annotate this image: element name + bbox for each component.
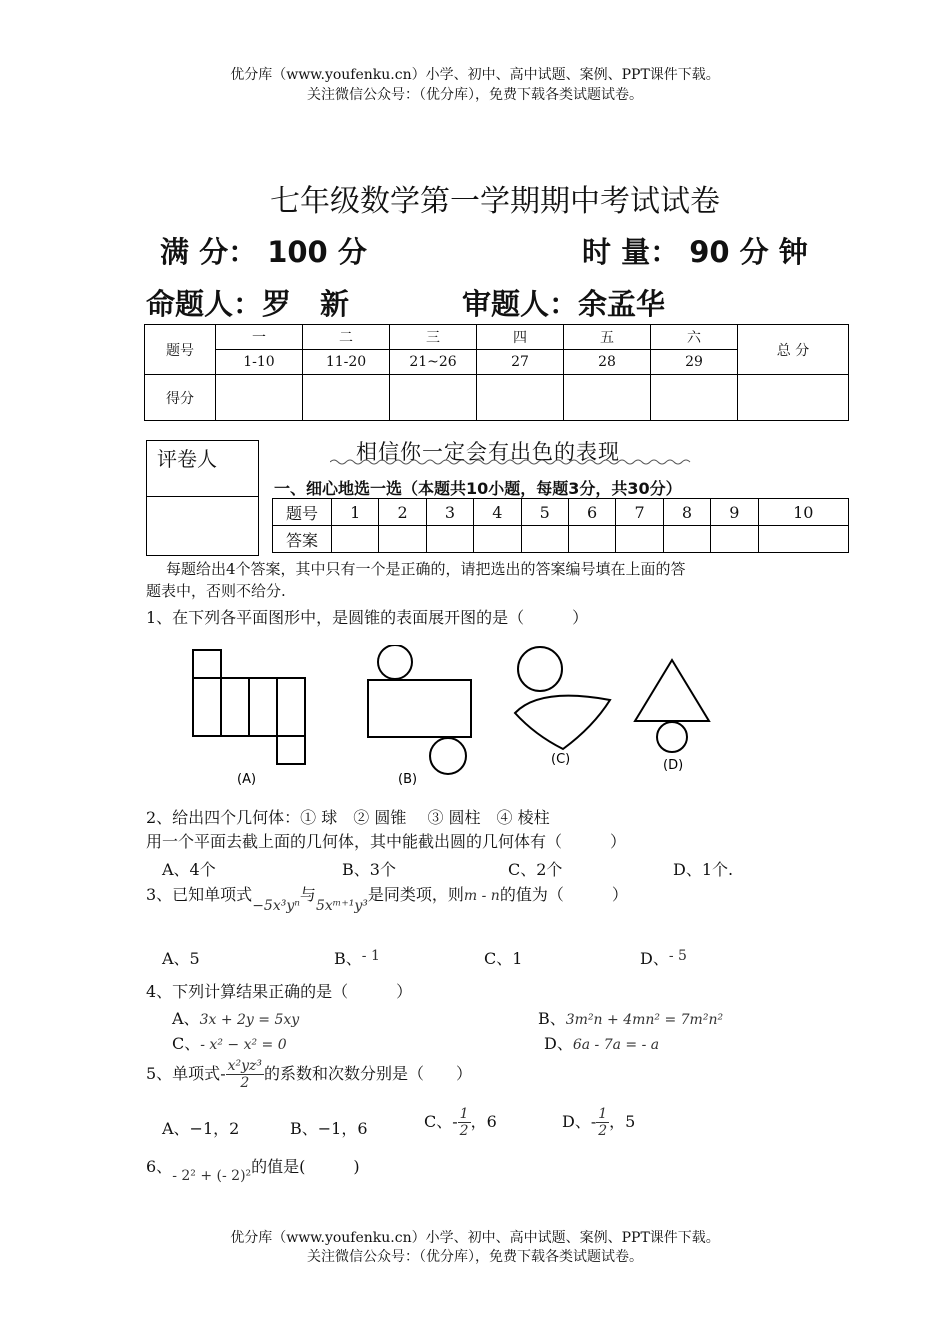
figure-a-net [193,650,305,764]
answer-number: 4 [474,499,521,526]
score-cell[interactable] [477,375,564,421]
instruction-line-2: 题表中，否则不给分. [146,582,286,600]
answer-cell[interactable] [568,526,615,553]
answer-table-tihao: 题号 [273,499,332,526]
figure-label-d: (D) [663,758,684,773]
q4-option-a-label: A、 [172,1009,200,1028]
q4-option-c-math: - x² − x² = 0 [200,1037,287,1053]
q2-option-b: B、3个 [342,860,396,879]
duration: 时 量： 90 分 钟 [582,235,808,269]
answer-cell[interactable] [332,526,379,553]
answer-number: 9 [711,499,758,526]
footer-line-1: 优分库（www.youfenku.cn）小学、初中、高中试题、案例、PPT课件下载。 [230,1230,720,1246]
q3-option-d-value: - 5 [668,948,687,964]
answer-number: 5 [521,499,568,526]
score-table [144,324,849,421]
author: 命题人：罗 新 [146,287,350,321]
q3-monomial-2: 5xᵐ⁺¹y³ [315,898,368,914]
q5-option-b: B、−1，6 [290,1119,368,1138]
question-6 [146,1156,360,1184]
q3-option-b [334,946,380,969]
score-table-tihao: 题号 [145,325,216,375]
section-range: 28 [564,350,651,375]
q3-monomial-1: −5x³yⁿ [252,898,300,914]
section-label: 二 [303,325,390,350]
answer-number: 2 [379,499,426,526]
q5-option-c-fraction [458,1106,471,1139]
answer-table-daan: 答案 [273,526,332,553]
score-cell-total[interactable] [738,375,849,421]
answer-cell[interactable] [711,526,758,553]
answer-number: 1 [332,499,379,526]
q5-prefix: 5、单项式 [146,1064,221,1083]
q1-figures [185,645,745,795]
fraction-denominator: 2 [598,1123,608,1139]
q4-option-d [544,1031,659,1054]
grader-label: 评卷人 [147,441,258,497]
section-label: 四 [477,325,564,350]
q4-option-d-math: 6a - 7a = - a [572,1037,660,1053]
section-range: 11-20 [303,350,390,375]
q2-option-c: C、2个 [508,860,563,879]
answer-cell[interactable] [426,526,473,553]
figure-d-net [635,660,709,752]
answer-cell[interactable] [663,526,710,553]
q5-option-c-label: C、- [424,1112,458,1131]
q5-fraction-denominator: 2 [240,1075,250,1091]
q5-option-c [424,1106,497,1139]
reviewer: 审题人：余孟华 [462,287,666,321]
q3-mid2: 是同类项，则 [367,885,464,904]
q5-fraction-numerator: x²yz³ [227,1058,262,1074]
q5-option-d [562,1106,635,1139]
question-2: 2、给出四个几何体：① 球 ② 圆锥 ③ 圆柱 ④ 棱柱 [146,808,550,827]
q5-option-a: A、−1，2 [162,1119,240,1138]
answer-number: 8 [663,499,710,526]
q3-expression: m - n [463,888,500,904]
score-cell[interactable] [651,375,738,421]
figure-b-net [368,645,471,774]
score-cell[interactable] [390,375,477,421]
question-5 [146,1058,472,1091]
q5-sign: - [220,1064,226,1083]
figure-label-c: (C) [551,752,571,767]
fraction-numerator: 1 [459,1106,469,1122]
section-label: 六 [651,325,738,350]
q4-option-b-math: 3m²n + 4mn² = 7m²n² [565,1012,724,1028]
motto: 相信你一定会有出色的表现 [356,440,620,464]
section-label: 三 [390,325,477,350]
question-2-line-2: 用一个平面去截上面的几何体，其中能截出圆的几何体有（ ） [146,832,627,851]
section-label: 五 [564,325,651,350]
q5-fraction [226,1058,264,1091]
answer-cell[interactable] [379,526,426,553]
q2-option-d: D、1个. [673,860,734,879]
q5-option-c-suffix: ，6 [470,1112,497,1131]
q5-option-d-suffix: ，5 [609,1112,636,1131]
figure-c-net [515,647,610,749]
q3-suffix: 的值为（ ） [499,885,628,904]
q4-option-c [172,1031,287,1054]
score-table-defen: 得分 [145,375,216,421]
score-cell[interactable] [216,375,303,421]
section-label: 一 [216,325,303,350]
answer-table [272,498,849,553]
q6-prefix: 6、 [146,1157,173,1176]
q3-option-b-value: - 1 [361,948,380,964]
q3-option-c: C、1 [484,949,523,968]
question-1: 1、在下列各平面图形中，是圆锥的表面展开图的是（ ） [146,608,589,627]
fraction-numerator: 1 [598,1106,608,1122]
answer-number: 10 [758,499,848,526]
q3-option-a: A、5 [162,949,200,968]
section1-heading: 一、细心地选一选（本题共10小题，每题3分，共30分） [274,479,682,498]
q6-suffix: 的值是( ) [251,1157,360,1176]
q4-option-a [172,1006,299,1029]
question-4: 4、下列计算结果正确的是（ ） [146,982,413,1001]
grader-box [146,440,259,556]
answer-cell[interactable] [521,526,568,553]
section-range: 27 [477,350,564,375]
section-range: 1-10 [216,350,303,375]
q3-mid: 与 [299,885,316,904]
instruction-line-1: 每题给出4个答案，其中只有一个是正确的，请把选出的答案编号填在上面的答 [166,560,686,578]
answer-number: 7 [616,499,663,526]
question-3 [146,884,628,914]
q5-option-d-label: D、- [562,1112,597,1131]
q4-option-b-label: B、 [538,1009,566,1028]
score-cell[interactable] [303,375,390,421]
q3-option-d [640,946,687,969]
q2-option-a: A、4个 [162,860,216,879]
answer-number: 3 [426,499,473,526]
score-table-total: 总 分 [738,325,849,375]
header-line-1: 优分库（www.youfenku.cn）小学、初中、高中试题、案例、PPT课件下载。 [230,67,720,83]
motto-wave-decoration [330,458,692,466]
q3-prefix: 3、已知单项式 [146,885,253,904]
q3-option-b-label: B、 [334,949,362,968]
header-line-2: 关注微信公众号：（优分库），免费下载各类试题试卷。 [307,87,643,103]
section-range: 29 [651,350,738,375]
answer-cell[interactable] [758,526,848,553]
q4-option-b [538,1006,723,1029]
fraction-denominator: 2 [459,1123,469,1139]
full-score: 满 分： 100 分 [160,235,367,269]
section-range: 21~26 [390,350,477,375]
answer-cell[interactable] [474,526,521,553]
q5-option-d-fraction [596,1106,609,1139]
grader-signature-cell[interactable] [147,497,258,553]
figure-label-b: (B) [398,772,418,787]
q4-option-a-math: 3x + 2y = 5xy [199,1012,300,1028]
figure-label-a: (A) [237,772,257,787]
q4-option-c-label: C、 [172,1034,201,1053]
score-cell[interactable] [564,375,651,421]
answer-number: 6 [568,499,615,526]
exam-title: 七年级数学第一学期期中考试试卷 [270,184,720,219]
q3-option-d-label: D、 [640,949,669,968]
q5-suffix: 的系数和次数分别是（ ） [264,1064,473,1083]
q4-option-d-label: D、 [544,1034,573,1053]
answer-cell[interactable] [616,526,663,553]
footer-line-2: 关注微信公众号：（优分库），免费下载各类试题试卷。 [307,1249,643,1265]
q6-expression: - 2² + (- 2)² [172,1168,252,1184]
